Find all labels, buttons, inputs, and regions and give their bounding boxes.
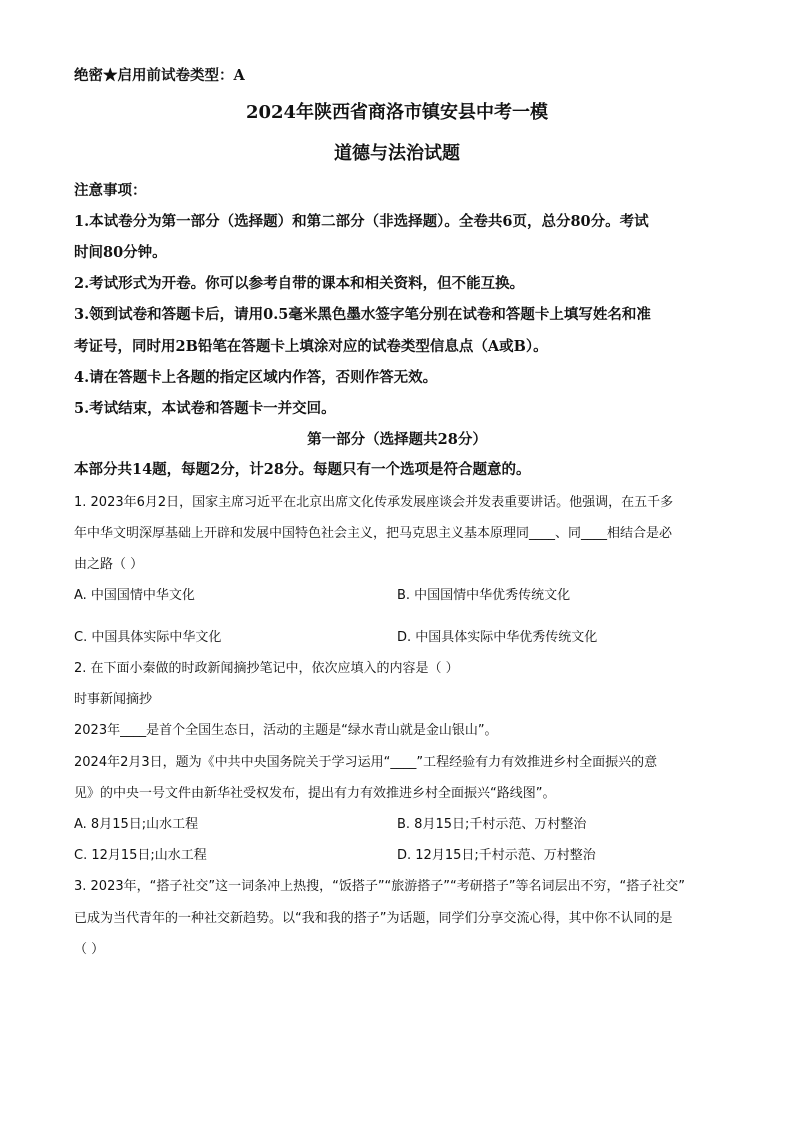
question-1-line: 1. 2023年6月2日，国家主席习近平在北京出席文化传承发展座谈会并发表重要讲话。他强调，在五千多 [74,495,674,510]
question-1-line: 年中华文明深厚基础上开辟和发展中国特色社会主义，把马克思主义基本原理同____、同____相结合是必 [74,526,673,541]
note-line: 3.领到试卷和答题卡后，请用0.5毫米黑色墨水签字笔分别在试卷和答题卡上填写姓名和准 [74,306,651,323]
exam-title: 2024年陕西省商洛市镇安县中考一模 [245,102,549,123]
question-2-line: 时事新闻摘抄 [74,692,153,707]
q2-option-d: D. 12月15日;千村示范、万村整治 [397,848,596,863]
q2-option-a: A. 8月15日;山水工程 [74,817,199,832]
question-2-line: 2024年2月3日，题为《中共中央国务院关于学习运用“____”工程经验有力有效推进乡村全面振兴的意 [74,755,658,770]
question-1-line: 由之路（ ） [74,557,144,572]
question-3-line: （ ） [74,942,105,957]
part1-intro: 本部分共14题，每题2分，计28分。每题只有一个选项是符合题意的。 [74,461,531,478]
exam-subtitle: 道德与法治试题 [334,143,460,164]
q1-option-c: C. 中国具体实际中华文化 [74,630,222,645]
question-2-line: 见》的中央一号文件由新华社受权发布，提出有力有效推进乡村全面振兴“路线图”。 [74,786,556,801]
q2-option-b: B. 8月15日;千村示范、万村整治 [397,817,587,832]
secret-label: 绝密★启用前试卷类型：A [74,67,245,84]
q2-option-c: C. 12月15日;山水工程 [74,848,207,863]
question-2-line: 2023年____是首个全国生态日，活动的主题是“绿水青山就是金山银山”。 [74,723,498,738]
question-3-line: 已成为当代青年的一种社交新趋势。以“我和我的搭子”为话题，同学们分享交流心得，其中你不认同的是 [74,911,673,926]
note-line: 5.考试结束，本试卷和答题卡一并交回。 [74,400,336,417]
part1-heading: 第一部分（选择题共28分） [307,431,487,448]
note-line: 1.本试卷分为第一部分（选择题）和第二部分（非选择题）。全卷共6页，总分80分。考试 [74,213,649,230]
question-3-line: 3. 2023年，“搭子社交”这一词条冲上热搜，“饭搭子”“旅游搭子”“考研搭子”等名词层出不穷，“搭子社交” [74,879,685,894]
note-line: 考证号，同时用2B铅笔在答题卡上填涂对应的试卷类型信息点（A或B）。 [74,338,548,355]
note-line: 4.请在答题卡上各题的指定区域内作答，否则作答无效。 [74,369,438,386]
q1-option-d: D. 中国具体实际中华优秀传统文化 [397,630,598,645]
question-2-line: 2. 在下面小秦做的时政新闻摘抄笔记中，依次应填入的内容是（ ） [74,661,459,676]
note-line: 2.考试形式为开卷。你可以参考自带的课本和相关资料，但不能互换。 [74,275,525,292]
note-line: 时间80分钟。 [74,244,167,261]
notes-heading: 注意事项： [74,182,147,199]
q1-option-b: B. 中国国情中华优秀传统文化 [397,588,571,603]
q1-option-a: A. 中国国情中华文化 [74,588,195,603]
